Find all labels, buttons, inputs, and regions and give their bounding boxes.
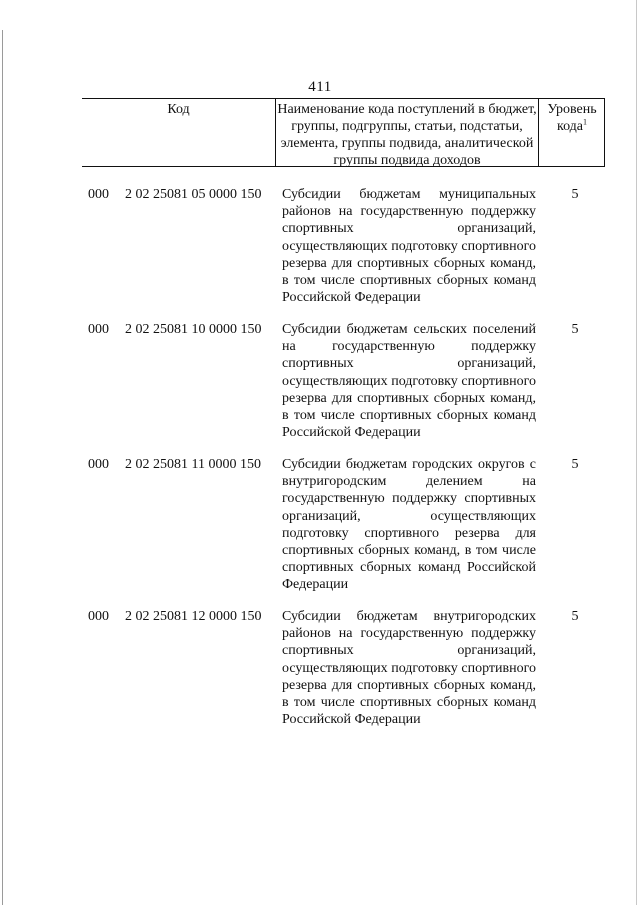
budget-code: 2 02 25081 12 0000 150 <box>125 609 262 624</box>
budget-code: 2 02 25081 05 0000 150 <box>125 187 262 202</box>
budget-code: 2 02 25081 10 0000 150 <box>125 322 262 337</box>
admin-code: 000 <box>88 457 109 472</box>
header-name: Наименование кода поступлений в бюджет, группы, подгруппы, статьи, подстатьи, элемента, группы подвида, аналитической группы подвида доходов <box>277 102 537 168</box>
page-number: 411 <box>308 79 332 95</box>
code-level: 5 <box>571 609 579 624</box>
scan-edge-right <box>636 0 637 905</box>
admin-code: 000 <box>88 609 109 624</box>
code-description: Субсидии бюджетам городских округов с внутригородским делением на государственную поддержку спортивных организаций, осуществляющих подготовку спортивного резерва для спортивных сборных команд, в том числе спортивных сборных команд Российской Федерации <box>282 457 536 593</box>
header-code: Код <box>167 102 190 117</box>
admin-code: 000 <box>88 187 109 202</box>
budget-code: 2 02 25081 11 0000 150 <box>125 457 261 472</box>
admin-code: 000 <box>88 322 109 337</box>
header-level <box>539 101 605 135</box>
code-level: 5 <box>571 457 579 472</box>
table-header <box>82 98 605 167</box>
header-level-label: Уровень кода <box>547 102 597 134</box>
code-description: Субсидии бюджетам внутригородских районов на государственную поддержку спортивных организаций, осуществляющих подготовку спортивного резерва для спортивных сборных команд, в том числе спортивных сборных команд Российской Федерации <box>282 609 536 728</box>
scan-edge-left <box>2 30 3 905</box>
code-description: Субсидии бюджетам сельских поселений на государственную поддержку спортивных организаций, осуществляющих подготовку спортивного резерва для спортивных сборных команд, в том числе спортивных сборных команд Российской Федерации <box>282 322 536 441</box>
code-level: 5 <box>571 187 579 202</box>
header-level-footnote: 1 <box>583 117 588 127</box>
code-description: Субсидии бюджетам муниципальных районов на государственную поддержку спортивных организаций, осуществляющих подготовку спортивного резерва для спортивных сборных команд, в том числе спортивных сборных команд Российской Федерации <box>282 187 536 306</box>
code-level: 5 <box>571 322 579 337</box>
